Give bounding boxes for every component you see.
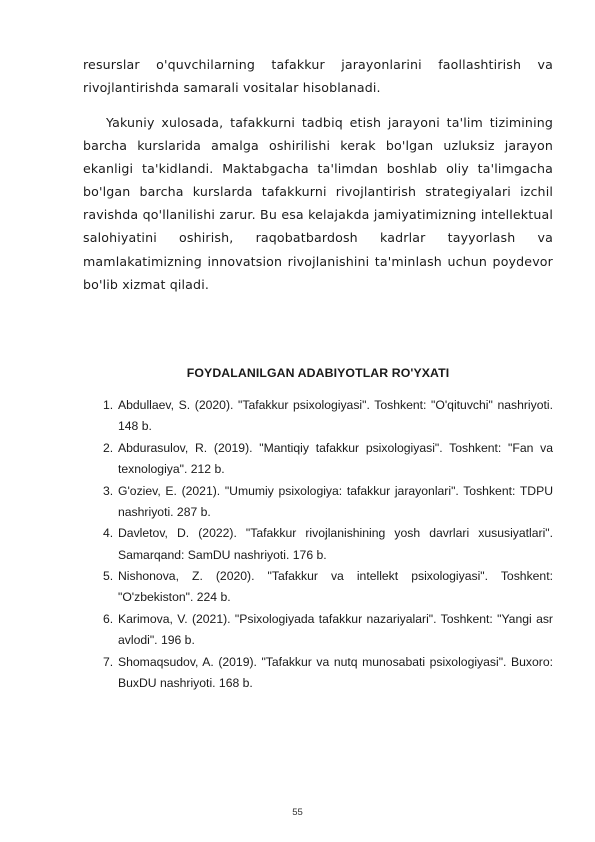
reference-number: 5.: [103, 569, 114, 584]
reference-number: 3.: [103, 483, 114, 498]
body-paragraph-2: Yakuniy xulosada, tafakkurni tadbiq etish jarayoni ta'lim tizimining barcha kurslarida amalga oshirilishi kerak bo'lgan uzluksiz jarayon ekanligi ta'kidlandi. Maktabgacha ta'limdan boshlab oliy ta'limgacha bo'lgan barcha kurslarda tafakkurni rivojlantirish strategiyalari izchil ravishda qo'llanilishi zarur. Bu esa kelajakda jamiyatimizning intellektual salohiyatini oshirish, raqobatbardosh kadrlar tayyorlash va mamlakatimizning innovatsion rivojlanishini ta'minlash uchun poydevor bo'lib xizmat qiladi.: [83, 115, 553, 292]
reference-text: Shomaqsudov, A. (2019). "Tafakkur va nutq munosabati psixologiyasi". Buxoro: BuxDU nashriyoti. 168 b.: [118, 654, 553, 690]
reference-text: Davletov, D. (2022). "Tafakkur rivojlanishining yosh davrlari xususiyatlari". Samarqand: SamDU nashriyoti. 176 b.: [118, 526, 553, 562]
body-paragraph-1: resurslar o'quvchilarning tafakkur jarayonlarini faollashtirish va rivojlantirishda samarali vositalar hisoblanadi.: [83, 57, 553, 96]
reference-item: [83, 395, 553, 437]
page-number: 55: [292, 807, 303, 818]
reference-item: [83, 566, 553, 608]
reference-item: [83, 481, 553, 523]
reference-number: 1.: [103, 398, 114, 412]
reference-text: Karimova, V. (2021). "Psixologiyada tafakkur nazariyalari". Toshkent: "Yangi asr avlodi". 196 b.: [118, 611, 553, 648]
references-heading: FOYDALANILGAN ADABIYOTLAR RO'YXATI: [186, 366, 450, 380]
reference-text: Abdurasulov, R. (2019). "Mantiqiy tafakkur psixologiyasi". Toshkent: "Fan va texnologiya". 212 b.: [118, 440, 553, 476]
reference-number: 6.: [103, 611, 114, 626]
references-list: [83, 395, 553, 695]
reference-item: [83, 438, 553, 480]
reference-text: G'oziev, E. (2021). "Umumiy psixologiya: tafakkur jarayonlari". Toshkent: TDPU nashriyoti. 287 b.: [118, 483, 553, 519]
reference-number: 4.: [103, 526, 114, 541]
reference-item: [83, 652, 553, 694]
reference-number: 7.: [103, 654, 114, 669]
reference-item: [83, 609, 553, 651]
reference-text: Abdullaev, S. (2020). "Tafakkur psixologiyasi". Toshkent: "O'qituvchi" nashriyoti. 148 b.: [118, 398, 553, 434]
reference-text: Nishonova, Z. (2020). "Tafakkur va intellekt psixologiyasi". Toshkent: "O'zbekiston". 224 b.: [118, 569, 553, 605]
reference-number: 2.: [103, 440, 114, 455]
reference-item: [83, 523, 553, 565]
